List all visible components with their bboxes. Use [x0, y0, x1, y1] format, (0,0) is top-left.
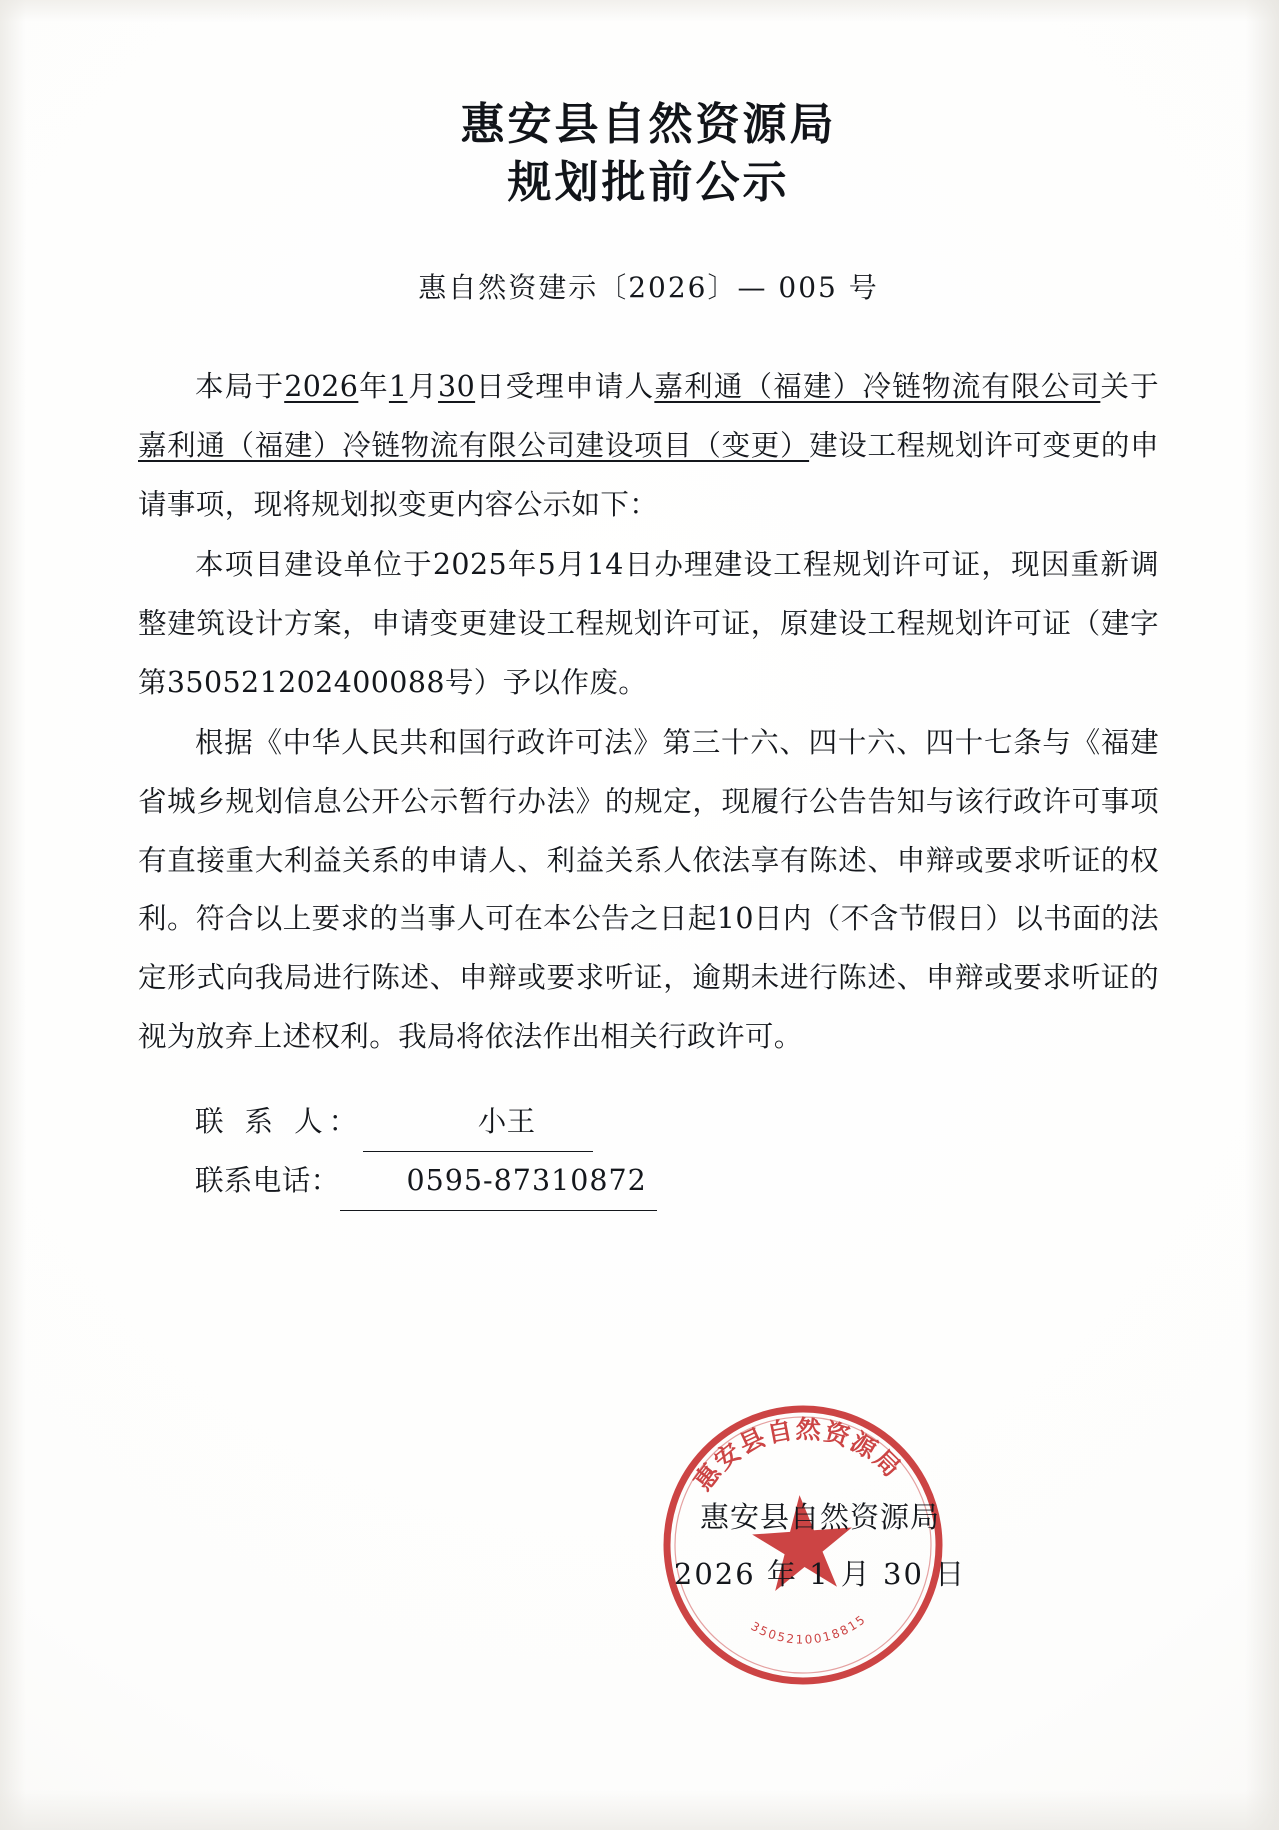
p1-day-unit: 日受理申请人 — [475, 370, 655, 404]
contact-person-value: 小王 — [363, 1093, 593, 1152]
p1-suffix: 建设工程规划许可变更的申请事项，现将规划拟变更内容公示如下： — [138, 428, 1159, 521]
p1-project: 嘉利通（福建）冷链物流有限公司建设项目（变更） — [138, 428, 810, 462]
seal-ring-text: 惠安县自然资源局 — [688, 1414, 908, 1497]
title-line-subject: 规划批前公示 — [507, 157, 790, 209]
p1-applicant: 嘉利通（福建）冷链物流有限公司 — [654, 370, 1101, 404]
contact-person-row — [138, 1093, 1159, 1152]
document-body — [138, 358, 1159, 1066]
p1-mid: 关于 — [1100, 370, 1159, 404]
signature-date: 2026 年 1 月 30 日 — [673, 1556, 967, 1591]
document-content — [138, 0, 1159, 1211]
p1-year: 2026 — [284, 370, 359, 404]
page-edge-shadow-bottom — [0, 1790, 1279, 1830]
svg-text:3505210018815 — [748, 1611, 871, 1650]
paragraph-2: 本项目建设单位于2025年5月14日办理建设工程规划许可证，现因重新调整建筑设计方案，申请变更建设工程规划许可证，原建设工程规划许可证（建字第350521202400088号）予以作废。 — [138, 548, 1159, 699]
paragraph-3: 根据《中华人民共和国行政许可法》第三十六、四十六、四十七条与《福建省城乡规划信息公开公示暂行办法》的规定，现履行公告告知与该行政许可事项有直接重大利益关系的申请人、利益关系人依法享有陈述、申辩或要求听证的权利。符合以上要求的当事人可在本公告之日起10日内（不含节假日）以书面的法定形式向我局进行陈述、申辩或要求听证，逾期未进行陈述、申辩或要求听证的视为放弃上述权利。我局将依法作出相关行政许可。 — [138, 726, 1159, 1053]
signature-block — [660, 1489, 980, 1602]
signature-issuer: 惠安县自然资源局 — [699, 1500, 940, 1534]
document-number: 惠自然资建示〔2026〕— 005 号 — [418, 271, 879, 305]
svg-text:惠安县自然资源局 — [684, 1407, 909, 1498]
p1-prefix: 本局于 — [195, 370, 285, 404]
contact-person-label: 联 系 人： — [195, 1104, 364, 1138]
p1-year-unit: 年 — [358, 370, 389, 404]
contact-block — [138, 1093, 1159, 1211]
title-line-organization: 惠安县自然资源局 — [460, 99, 837, 150]
seal-bottom-text: 3505210018815 — [748, 1611, 869, 1647]
p1-month: 1 — [388, 370, 408, 404]
page-edge-shadow-left — [0, 0, 26, 1830]
p1-day: 30 — [438, 370, 476, 404]
page-edge-shadow-right — [1245, 0, 1279, 1830]
contact-phone-value: 0595-87310872 — [340, 1152, 657, 1211]
paragraph-1 — [138, 358, 1159, 534]
p1-month-unit: 月 — [407, 370, 439, 404]
contact-phone-row — [138, 1152, 1159, 1211]
document-title — [138, 96, 1159, 212]
contact-phone-label: 联系电话： — [195, 1163, 340, 1197]
